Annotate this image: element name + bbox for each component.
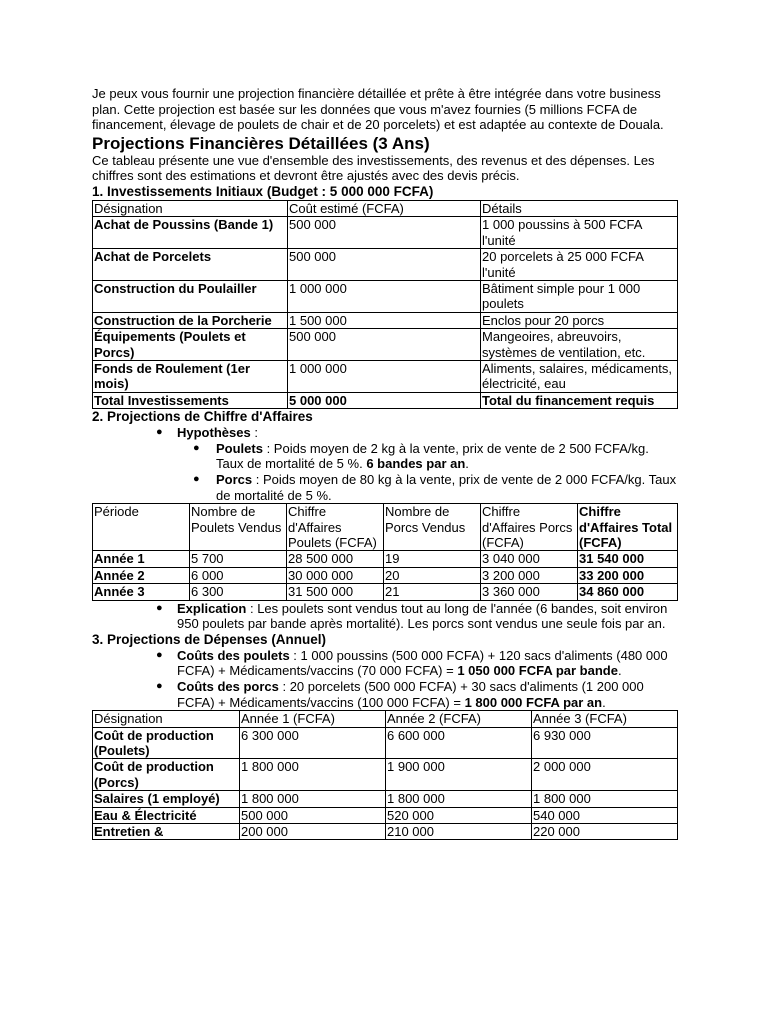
text-bold: 6 bandes par an [366, 456, 466, 472]
text-span: : 1 000 poussins (500 000 FCFA) + 120 sacs d'aliments (480 000 FCFA) + Médicaments/vaccins (70 000 FCFA) = [177, 647, 668, 679]
table-row [93, 824, 678, 840]
subtitle-paragraph: Ce tableau présente une vue d'ensemble des investissements, des revenus et des dépenses. Les chiffres sont des estimations et devront être ajustés avec des devis précis. [92, 152, 655, 184]
table-cell: 1 000 000 [288, 281, 481, 313]
table-cell: 1 000 poussins à 500 FCFA l'unité [481, 217, 678, 249]
table-row [93, 551, 678, 567]
table-cell: 3 040 000 [481, 551, 578, 567]
page-title: Projections Financières Détaillées (3 Ans) [92, 133, 430, 153]
text-span: . [465, 456, 469, 472]
table-cell: 34 860 000 [578, 584, 678, 600]
document-content [92, 86, 677, 840]
table-header-cell: Détails [481, 200, 678, 216]
costs-porcs-label: Coûts des porcs [177, 679, 279, 695]
table-cell: 1 800 000 [240, 791, 386, 807]
table-cell: 6 300 000 [240, 727, 386, 759]
table-cell: 20 [384, 567, 481, 583]
intro-paragraph: Je peux vous fournir une projection financière détaillée et prête à être intégrée dans votre business plan. Cette projection est basée sur les données que vous m'avez fournies (5 millions FCFA de financement, élevage de poulets de chair et de 20 porcelets) et est adaptée au contexte de Douala. [92, 86, 664, 133]
table-row [93, 727, 678, 759]
table-cell: 1 800 000 [240, 759, 386, 791]
table-header-cell: Nombre de Poulets Vendus [190, 504, 287, 551]
poulets-label: Poulets [216, 440, 263, 456]
table-cell: 20 porcelets à 25 000 FCFA l'unité [481, 249, 678, 281]
table-row [93, 759, 678, 791]
hypotheses-label: Hypothèses [177, 425, 251, 441]
table-cell: 30 000 000 [287, 567, 384, 583]
bullet-icon: ● [193, 473, 200, 486]
table-row [93, 217, 678, 249]
table-cell: Année 2 [93, 567, 190, 583]
table-header-row [93, 504, 678, 551]
explanation-list [92, 601, 677, 632]
table-cell: Aliments, salaires, médicaments, électricité, eau [481, 361, 678, 393]
table-cell: Eau & Électricité [93, 807, 240, 823]
bullet-icon: ● [156, 601, 163, 614]
list-item [92, 679, 677, 710]
table-cell: 31 540 000 [578, 551, 678, 567]
table-header-cell: Nombre de Porcs Vendus [384, 504, 481, 551]
table-row [93, 281, 678, 313]
table-header-cell: Chiffre d'Affaires Total (FCFA) [578, 504, 678, 551]
table-cell: 540 000 [532, 807, 678, 823]
table-cell: 28 500 000 [287, 551, 384, 567]
table-cell: 500 000 [240, 807, 386, 823]
table-cell: 21 [384, 584, 481, 600]
table-cell: 6 600 000 [386, 727, 532, 759]
list-item [92, 425, 677, 441]
bullet-icon: ● [156, 680, 163, 693]
investments-table [92, 200, 678, 409]
section-1-heading: 1. Investissements Initiaux (Budget : 5 000 000 FCFA) [92, 183, 434, 199]
table-cell: 1 000 000 [288, 361, 481, 393]
hypotheses-list [92, 425, 677, 503]
table-cell: 210 000 [386, 824, 532, 840]
text-bold: 1 800 000 FCFA par an [464, 694, 603, 710]
table-cell: 2 000 000 [532, 759, 678, 791]
table-cell: 3 200 000 [481, 567, 578, 583]
table-cell: 220 000 [532, 824, 678, 840]
table-cell: Année 3 [93, 584, 190, 600]
table-cell: 500 000 [288, 217, 481, 249]
table-row [93, 312, 678, 328]
list-item [92, 648, 677, 679]
table-header-cell: Chiffre d'Affaires Porcs (FCFA) [481, 504, 578, 551]
table-cell: 6 000 [190, 567, 287, 583]
table-cell: Total Investissements [93, 392, 288, 408]
text-span: : 20 porcelets (500 000 FCFA) + 30 sacs d'aliments (1 200 000 FCFA) + Médicaments/vaccins (100 000 FCFA) = [177, 679, 644, 710]
table-cell: Fonds de Roulement (1er mois) [93, 361, 288, 393]
table-header-row [93, 711, 678, 727]
table-header-cell: Année 2 (FCFA) [386, 711, 532, 727]
table-cell: Équipements (Poulets et Porcs) [93, 329, 288, 361]
table-header-cell: Chiffre d'Affaires Poulets (FCFA) [287, 504, 384, 551]
table-cell: 6 930 000 [532, 727, 678, 759]
table-cell: 1 900 000 [386, 759, 532, 791]
table-cell: Entretien & [93, 824, 240, 840]
table-header-cell: Année 1 (FCFA) [240, 711, 386, 727]
bullet-icon: ● [156, 648, 163, 661]
table-cell: Achat de Poussins (Bande 1) [93, 217, 288, 249]
table-cell: Achat de Porcelets [93, 249, 288, 281]
table-cell: 200 000 [240, 824, 386, 840]
table-row [93, 329, 678, 361]
table-cell: 1 800 000 [532, 791, 678, 807]
table-cell: 31 500 000 [287, 584, 384, 600]
table-cell: 520 000 [386, 807, 532, 823]
costs-list [92, 648, 677, 710]
table-header-cell: Période [93, 504, 190, 551]
table-header-row [93, 200, 678, 216]
table-cell: 5 000 000 [288, 392, 481, 408]
table-row [93, 584, 678, 600]
table-cell: Bâtiment simple pour 1 000 poulets [481, 281, 678, 313]
text-span: . [602, 694, 606, 710]
table-cell: Année 1 [93, 551, 190, 567]
table-cell: Enclos pour 20 porcs [481, 312, 678, 328]
table-cell: Total du financement requis [481, 392, 678, 408]
text-span: : [250, 425, 258, 441]
table-row [93, 791, 678, 807]
text-span: : Poids moyen de 80 kg à la vente, prix de vente de 2 000 FCFA/kg. Taux de mortalité de 5 %. [216, 472, 677, 503]
table-cell: 3 360 000 [481, 584, 578, 600]
bullet-icon: ● [156, 426, 163, 439]
table-cell: 1 800 000 [386, 791, 532, 807]
table-cell: 500 000 [288, 329, 481, 361]
costs-poulets-label: Coûts des poulets [177, 647, 290, 663]
table-cell: Mangeoires, abreuvoirs, systèmes de ventilation, etc. [481, 329, 678, 361]
text-bold: 1 050 000 FCFA par bande [457, 663, 618, 679]
text-span: : Poids moyen de 2 kg à la vente, prix de vente de 2 500 FCFA/kg. Taux de mortalité de 5 %. [216, 440, 649, 472]
table-cell: Coût de production (Porcs) [93, 759, 240, 791]
table-cell: 33 200 000 [578, 567, 678, 583]
text-span: . [617, 663, 622, 679]
table-row [93, 249, 678, 281]
table-cell: 19 [384, 551, 481, 567]
explanation-label: Explication [177, 600, 247, 616]
list-item [92, 472, 677, 503]
section-2-heading: 2. Projections de Chiffre d'Affaires [92, 409, 313, 425]
table-cell: Construction du Poulailler [93, 281, 288, 313]
table-cell: Coût de production (Poulets) [93, 727, 240, 759]
table-row [93, 361, 678, 393]
table-row [93, 807, 678, 823]
table-cell: 1 500 000 [288, 312, 481, 328]
table-header-cell: Désignation [93, 200, 288, 216]
bullet-icon: ● [193, 441, 200, 454]
table-row [93, 567, 678, 583]
list-item [92, 441, 677, 472]
table-header-cell: Année 3 (FCFA) [532, 711, 678, 727]
table-cell: 500 000 [288, 249, 481, 281]
table-cell: Construction de la Porcherie [93, 312, 288, 328]
table-header-cell: Désignation [93, 711, 240, 727]
section-3-heading: 3. Projections de Dépenses (Annuel) [92, 631, 327, 647]
table-cell: 6 300 [190, 584, 287, 600]
porcs-label: Porcs [216, 472, 253, 488]
text-span: : Les poulets sont vendus tout au long de l'année (6 bandes, soit environ 950 poulets par bande après mortalité). Les porcs sont vendus une seule fois par an. [177, 600, 668, 632]
expenses-table [92, 710, 678, 840]
table-header-cell: Coût estimé (FCFA) [288, 200, 481, 216]
list-item [92, 601, 677, 632]
revenue-table [92, 503, 678, 600]
table-cell: 5 700 [190, 551, 287, 567]
total-row [93, 392, 678, 408]
table-cell: Salaires (1 employé) [93, 791, 240, 807]
